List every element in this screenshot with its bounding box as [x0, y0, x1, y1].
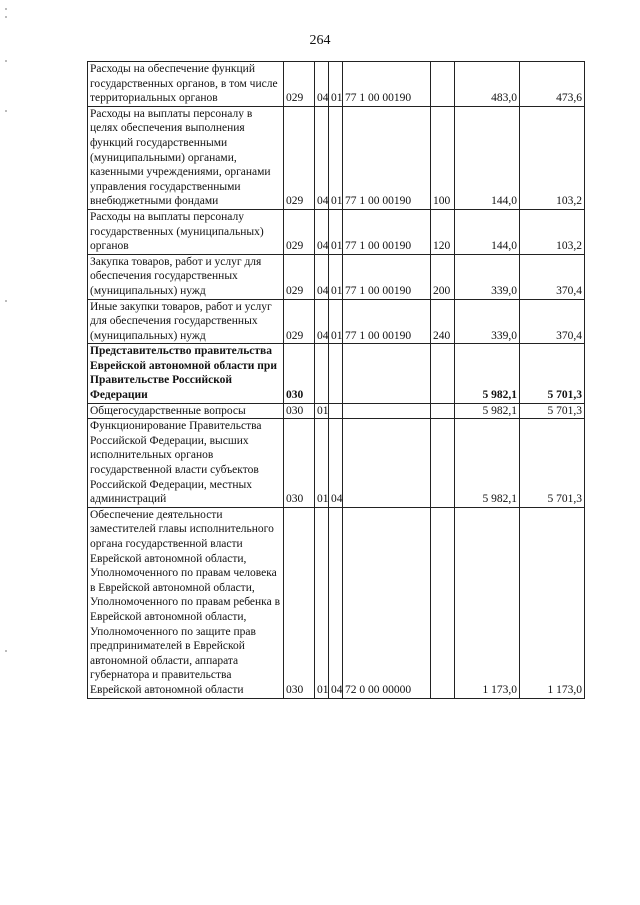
ministry-code-cell: 030 [284, 507, 315, 698]
ministry-code-cell: 030 [284, 419, 315, 508]
subsection-code-cell: 01 [329, 299, 343, 344]
ministry-code-cell: 030 [284, 403, 315, 419]
subsection-code-cell: 01 [329, 254, 343, 299]
expense-type-cell: 100 [431, 106, 455, 209]
row-name-cell: Закупка товаров, работ и услуг для обеспечения государственных (муниципальных) нужд [88, 254, 284, 299]
expense-type-cell [431, 403, 455, 419]
target-article-cell [343, 403, 431, 419]
amount-second-cell: 473,6 [520, 62, 585, 107]
subsection-code-cell: 01 [329, 62, 343, 107]
table-row [88, 403, 585, 419]
amount-first-cell: 144,0 [455, 209, 520, 254]
amount-first-cell: 144,0 [455, 106, 520, 209]
row-name-cell: Общегосударственные вопросы [88, 403, 284, 419]
table-row [88, 254, 585, 299]
budget-table [87, 61, 585, 699]
amount-first-cell: 1 173,0 [455, 507, 520, 698]
section-code-cell: 01 [315, 507, 329, 698]
amount-second-cell: 5 701,3 [520, 419, 585, 508]
ministry-code-cell: 029 [284, 62, 315, 107]
table-row [88, 419, 585, 508]
ministry-code-cell: 029 [284, 254, 315, 299]
section-code-cell: 04 [315, 209, 329, 254]
row-name-cell: Расходы на обеспечение функций государственных органов, в том числе территориальных органов [88, 62, 284, 107]
amount-second-cell: 103,2 [520, 106, 585, 209]
table-row [88, 209, 585, 254]
amount-second-cell: 1 173,0 [520, 507, 585, 698]
scan-edge-marks [5, 0, 9, 905]
target-article-cell: 77 1 00 00190 [343, 106, 431, 209]
row-name-cell: Представительство правительства Еврейской автономной области при Правительстве Российской Федерации [88, 344, 284, 403]
expense-type-cell [431, 507, 455, 698]
amount-first-cell: 5 982,1 [455, 403, 520, 419]
target-article-cell [343, 344, 431, 403]
subsection-code-cell: 04 [329, 419, 343, 508]
subsection-code-cell: 04 [329, 507, 343, 698]
section-code-cell [315, 344, 329, 403]
table-row [88, 344, 585, 403]
amount-first-cell: 5 982,1 [455, 419, 520, 508]
ministry-code-cell: 029 [284, 106, 315, 209]
section-code-cell: 04 [315, 106, 329, 209]
amount-first-cell: 483,0 [455, 62, 520, 107]
expense-type-cell: 120 [431, 209, 455, 254]
table-row [88, 507, 585, 698]
table-row [88, 62, 585, 107]
section-code-cell: 01 [315, 403, 329, 419]
amount-second-cell: 370,4 [520, 254, 585, 299]
row-name-cell: Обеспечение деятельности заместителей главы исполнительного органа государственной власти Еврейской автономной области, Уполномоченного по правам человека в Еврейской автономной области, Уполномоченного по правам ребенка в Еврейской автономной области, Уполномоченного по защите прав предпринимателей в Еврейской автономной области, аппарата губернатора и правительства Еврейской автономной области [88, 507, 284, 698]
target-article-cell: 77 1 00 00190 [343, 299, 431, 344]
amount-second-cell: 370,4 [520, 299, 585, 344]
row-name-cell: Функционирование Правительства Российской Федерации, высших исполнительных органов государственной власти субъектов Российской Федерации, местных администраций [88, 419, 284, 508]
amount-second-cell: 103,2 [520, 209, 585, 254]
amount-first-cell: 5 982,1 [455, 344, 520, 403]
subsection-code-cell: 01 [329, 209, 343, 254]
amount-second-cell: 5 701,3 [520, 344, 585, 403]
section-code-cell: 04 [315, 62, 329, 107]
target-article-cell [343, 419, 431, 508]
target-article-cell: 77 1 00 00190 [343, 62, 431, 107]
amount-first-cell: 339,0 [455, 299, 520, 344]
ministry-code-cell: 029 [284, 299, 315, 344]
expense-type-cell [431, 419, 455, 508]
target-article-cell: 77 1 00 00190 [343, 254, 431, 299]
amount-second-cell: 5 701,3 [520, 403, 585, 419]
row-name-cell: Иные закупки товаров, работ и услуг для обеспечения государственных (муниципальных) нужд [88, 299, 284, 344]
table-row [88, 106, 585, 209]
expense-type-cell: 200 [431, 254, 455, 299]
ministry-code-cell: 029 [284, 209, 315, 254]
ministry-code-cell: 030 [284, 344, 315, 403]
section-code-cell: 01 [315, 419, 329, 508]
target-article-cell: 72 0 00 00000 [343, 507, 431, 698]
expense-type-cell [431, 344, 455, 403]
section-code-cell: 04 [315, 299, 329, 344]
section-code-cell: 04 [315, 254, 329, 299]
row-name-cell: Расходы на выплаты персоналу в целях обеспечения выполнения функций государственными (муниципальными) органами, казенными учреждениями, органами управления государственными внебюджетными фондами [88, 106, 284, 209]
expense-type-cell: 240 [431, 299, 455, 344]
expense-type-cell [431, 62, 455, 107]
table-row [88, 299, 585, 344]
subsection-code-cell: 01 [329, 106, 343, 209]
page-number: 264 [309, 33, 331, 48]
target-article-cell: 77 1 00 00190 [343, 209, 431, 254]
row-name-cell: Расходы на выплаты персоналу государственных (муниципальных) органов [88, 209, 284, 254]
subsection-code-cell [329, 403, 343, 419]
subsection-code-cell [329, 344, 343, 403]
amount-first-cell: 339,0 [455, 254, 520, 299]
